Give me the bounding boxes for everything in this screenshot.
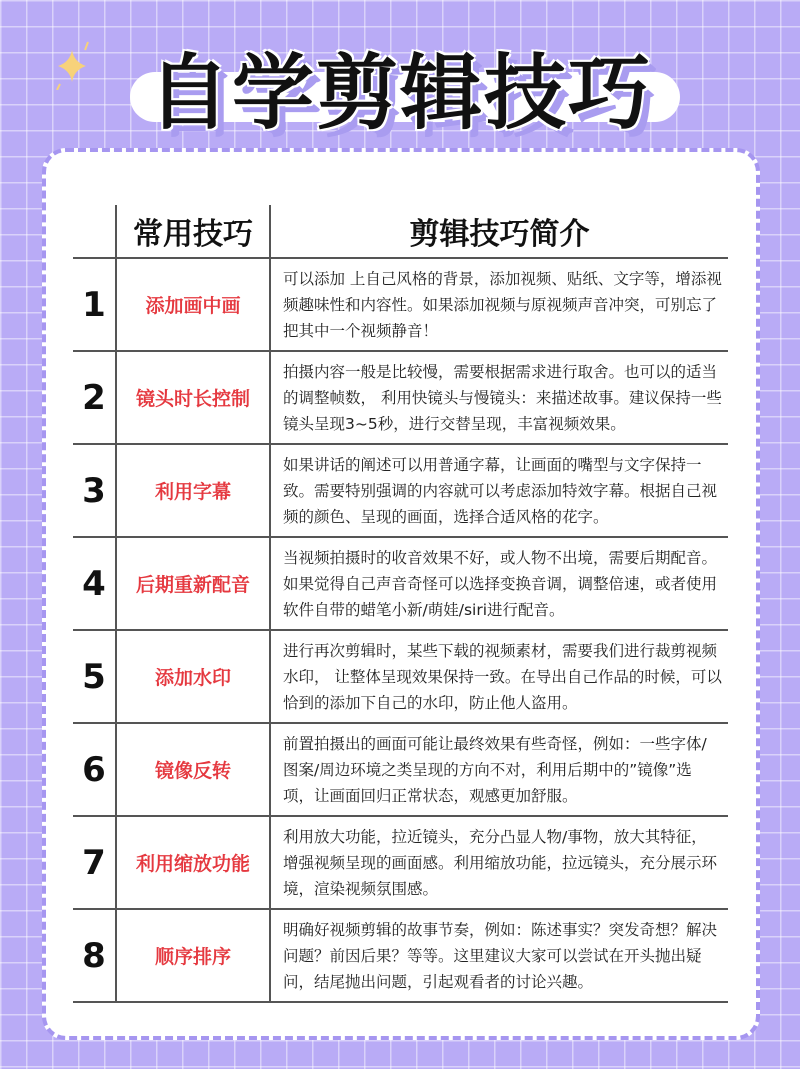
row-number: 8	[73, 909, 116, 1002]
header-description: 剪辑技巧简介	[270, 205, 728, 258]
row-number: 4	[73, 537, 116, 630]
row-number: 2	[73, 351, 116, 444]
tip-description: 前置拍摄出的画面可能让最终效果有些奇怪，例如：一些字体/图案/周边环境之类呈现的方向不对，利用后期中的”镜像”选项，让画面回归正常状态，观感更加舒服。	[270, 723, 728, 816]
tip-description: 进行再次剪辑时，某些下载的视频素材，需要我们进行裁剪视频水印， 让整体呈现效果保持一致。在导出自己作品的时候，可以恰到的添加下自己的水印，防止他人盗用。	[270, 630, 728, 723]
tip-description: 可以添加 上自己风格的背景，添加视频、贴纸、文字等，增添视频趣味性和内容性。如果添加视频与原视频声音冲突，可别忘了把其中一个视频静音！	[270, 258, 728, 351]
tip-label: 后期重新配音	[116, 537, 270, 630]
table-row	[73, 258, 728, 351]
tip-label: 添加水印	[116, 630, 270, 723]
row-number: 6	[73, 723, 116, 816]
row-number: 3	[73, 444, 116, 537]
table-row	[73, 444, 728, 537]
tip-label: 顺序排序	[116, 909, 270, 1002]
row-number: 5	[73, 630, 116, 723]
table-row	[73, 351, 728, 444]
header-tip: 常用技巧	[116, 205, 270, 258]
tip-label: 利用缩放功能	[116, 816, 270, 909]
tip-description: 明确好视频剪辑的故事节奏，例如：陈述事实？突发奇想？解决问题？前因后果？等等。这里建议大家可以尝试在开头抛出疑问，结尾抛出问题，引起观看者的讨论兴趣。	[270, 909, 728, 1002]
tip-description: 如果讲话的阐述可以用普通字幕，让画面的嘴型与文字保持一致。需要特别强调的内容就可以考虑添加特效字幕。根据自己视频的颜色、呈现的画面，选择合适风格的花字。	[270, 444, 728, 537]
tip-description: 利用放大功能，拉近镜头，充分凸显人物/事物，放大其特征，增强视频呈现的画面感。利用缩放功能，拉远镜头，充分展示环境，渲染视频氛围感。	[270, 816, 728, 909]
table-row	[73, 909, 728, 1002]
tips-table	[73, 205, 728, 1003]
row-number: 7	[73, 816, 116, 909]
table-header	[73, 205, 728, 258]
page-title: 自学剪辑技巧	[147, 46, 652, 141]
table-row	[73, 723, 728, 816]
tip-label: 添加画中画	[116, 258, 270, 351]
header-index	[73, 205, 116, 258]
tip-description: 当视频拍摄时的收音效果不好，或人物不出境，需要后期配音。 如果觉得自己声音奇怪可以选择变换音调，调整倍速，或者使用软件自带的蜡笔小新/萌娃/siri进行配音。	[270, 537, 728, 630]
tip-label: 利用字幕	[116, 444, 270, 537]
row-number: 1	[73, 258, 116, 351]
tip-label: 镜像反转	[116, 723, 270, 816]
tip-description: 拍摄内容一般是比较慢，需要根据需求进行取舍。也可以的适当的调整帧数， 利用快镜头与慢镜头：来描述故事。建议保持一些镜头呈现3~5秒，进行交替呈现，丰富视频效果。	[270, 351, 728, 444]
table-row	[73, 537, 728, 630]
table-row	[73, 630, 728, 723]
tip-label: 镜头时长控制	[116, 351, 270, 444]
table-row	[73, 816, 728, 909]
